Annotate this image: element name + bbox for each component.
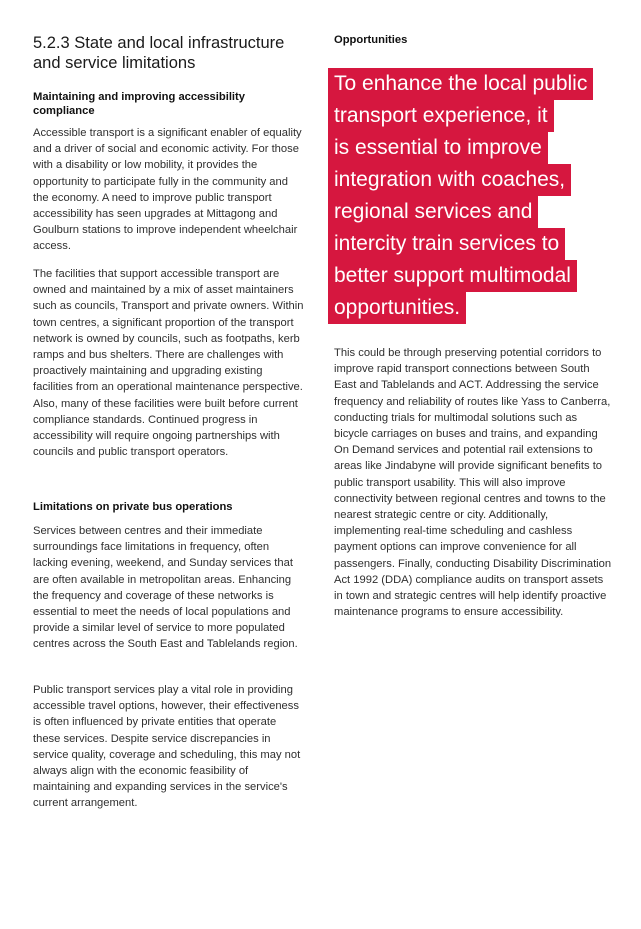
accessibility-heading-line: Maintaining and improving accessibility [33,91,245,103]
opportunities-heading: Opportunities [334,34,408,46]
private-bus-paragraph-2: Public transport services play a vital role in providing accessible travel options, however, their effectiveness is often influenced by private entities that operate these services. Despite service discrepancies in service quality, coverage and scheduling, this may not always align with the economic feasibility of maintaining and expanding services in the service's current arrangement. [33,684,301,810]
section-title-line: and service limitations [33,54,196,72]
callout-line: transport experience, it [328,100,554,132]
accessibility-heading [33,90,305,118]
accessibility-paragraph-2: The facilities that support accessible transport are owned and maintained by a mix of asset maintainers such as councils, Transport and private owners. Within town centres, a significant proportion of the transport network is owned by councils, such as footpaths, kerb ramps and bus shelters. There are challenges with proactively maintaining and upgrading existing facilities from an operational maintenance perspective. Also, many of these facilities were built before current compliance standards. Continued progress in accessibility will require ongoing partnerships with councils and public transport operators. [33,268,304,459]
private-bus-paragraph-1: Services between centres and their immediate surroundings face limitations in frequency, often lacking evening, weekend, and Sunday services that are often available in metropolitan areas. Enhancing the frequency and coverage of these networks is essential to meet the needs of local populations and provide a similar level of service to more populated centres across the South East and Tablelands region. [33,525,298,651]
accessibility-heading-line: compliance [33,105,95,117]
callout-line: integration with coaches, [328,164,571,196]
accessibility-paragraph-1: Accessible transport is a significant enabler of equality and a driver of social and economic activity. For those with a disability or low mobility, it provides the opportunity to participate fully in the community and the economy. A need to improve public transport accessibility has seen upgrades at Mittagong and Goulburn stations to improve independent wheelchair access. [33,127,302,253]
callout-line: To enhance the local public [328,68,593,100]
callout-line: regional services and [328,196,538,228]
section-title [33,33,323,73]
pull-quote-callout [328,68,618,324]
opportunities-body: This could be through preserving potential corridors to improve rapid transport connections between South East and Tablelands and ACT. Addressing the service frequency and reliability of routes like Yass to Canberra, conducting trials for multimodal solutions such as bicycle carriages on buses and trains, and expanding On Demand services and potential rail extensions to areas like Jindabyne will provide significant benefits to public transport usability. This will also improve connectivity between regional centres and towns to the nearest strategic centre or city. Additionally, implementing real-time scheduling and cashless payment options can improve convenience for all passengers. Finally, conducting Disability Discrimination Act 1992 (DDA) compliance audits on transport assets in town and strategic centres will help identify proactive maintenance programs to ensure accessibility. [334,347,612,619]
callout-line: better support multimodal [328,260,577,292]
private-bus-heading: Limitations on private bus operations [33,501,233,513]
callout-line: opportunities. [328,292,466,324]
section-title-line: 5.2.3 State and local infrastructure [33,34,285,52]
callout-line: intercity train services to [328,228,565,260]
callout-line: is essential to improve [328,132,548,164]
